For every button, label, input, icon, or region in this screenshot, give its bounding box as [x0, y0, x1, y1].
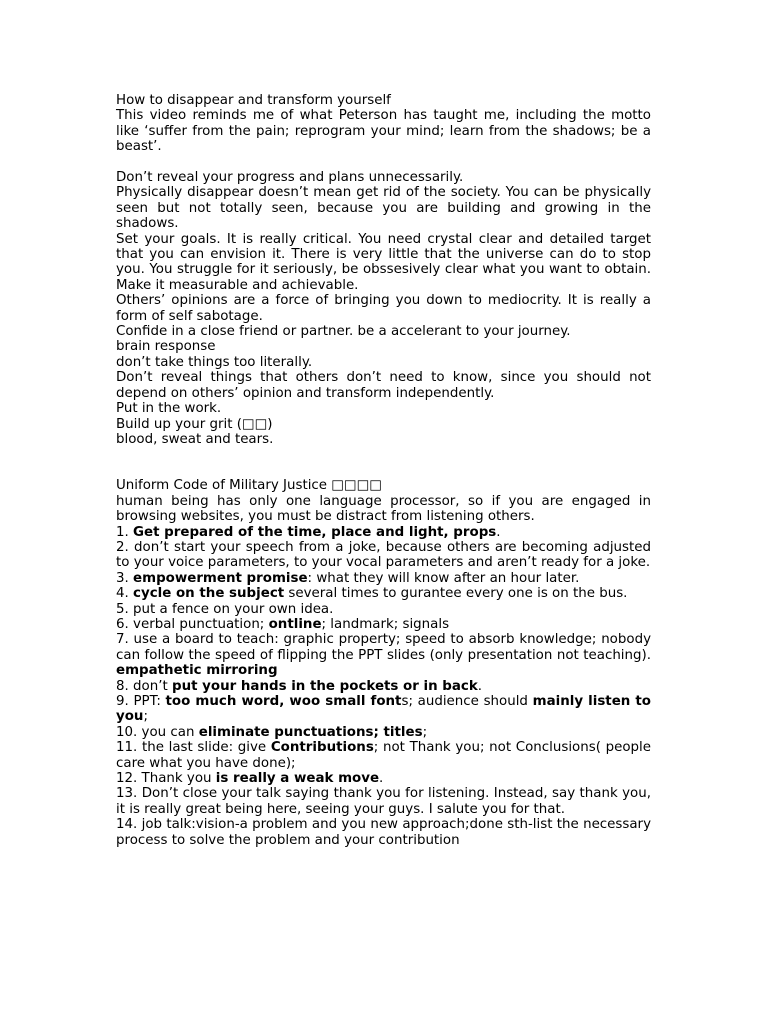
- list-item: 2. don’t start your speech from a joke, because others are becoming adjusted to your voice parameters, to your vocal parameters and aren’t ready for a joke.: [116, 539, 651, 571]
- list-item: 12. Thank you is really a weak move.: [116, 771, 384, 787]
- list-item: 9. PPT: too much word, woo small fonts; audience should mainly listen to you;: [116, 694, 652, 725]
- list-item: 8. don’t put your hands in the pockets or in back.: [116, 678, 483, 694]
- note-line: brain response: [116, 339, 216, 355]
- intro-paragraph: human being has only one language processor, so if you are engaged in browsing websites, you must be distract from listening others.: [116, 493, 651, 525]
- note-line: Physically disappear doesn’t mean get rid of the society. You can be physically seen but not totally seen, because you are building and growing in the shadows.: [116, 185, 651, 232]
- list-item: 7. use a board to teach: graphic property; speed to absorb knowledge; nobody can follow the speed of flipping the PPT slides (only presentation not teaching). empathetic mirroring: [116, 632, 651, 679]
- note-line: Build up your grit (□□): [116, 416, 273, 432]
- note-line: Don’t reveal things that others don’t need to know, since you should not depend on others’ opinion and transform independently.: [116, 370, 651, 401]
- document-page: [116, 93, 651, 848]
- note-line: don’t take things too literally.: [116, 354, 313, 370]
- note-line: Set your goals. It is really critical. You need crystal clear and detailed target that you can envision it. There is very little that the universe can do to stop you. You struggle for it seriously, be obssesively clear what you want to obtain. Make it measurable and achievable.: [116, 231, 651, 293]
- note-line: Others’ opinions are a force of bringing you down to mediocrity. It is really a form of self sabotage.: [116, 293, 651, 324]
- note-line: blood, sweat and tears.: [116, 431, 274, 447]
- list-item: 4. cycle on the subject several times to gurantee every one is on the bus.: [116, 586, 628, 602]
- note-line: Put in the work.: [116, 401, 222, 417]
- list-item: 11. the last slide: give Contributions; not Thank you; not Conclusions( people care what you have done);: [116, 740, 651, 771]
- note-line: Don’t reveal your progress and plans unnecessarily.: [116, 170, 464, 186]
- list-item: 3. empowerment promise: what they will know after an hour later.: [116, 570, 580, 586]
- section-title: Uniform Code of Military Justice □□□□: [116, 478, 382, 494]
- note-line: Confide in a close friend or partner. be a accelerant to your journey.: [116, 324, 571, 340]
- list-item: 10. you can eliminate punctuations; titles;: [116, 724, 428, 740]
- list-item: 6. verbal punctuation; ontline; landmark; signals: [116, 616, 450, 632]
- intro-paragraph: This video reminds me of what Peterson has taught me, including the motto like ‘suffer from the pain; reprogram your mind; learn from the shadows; be a beast’.: [116, 108, 651, 155]
- section-title: How to disappear and transform yourself: [116, 93, 391, 108]
- list-item: 13. Don’t close your talk saying thank you for listening. Instead, say thank you, it is really great being here, seeing your guys. I salute you for that.: [116, 786, 651, 817]
- blank-lines: [116, 447, 651, 478]
- list-item: 14. job talk:vision-a problem and you new approach;done sth-list the necessary process to solve the problem and your contribution: [116, 817, 651, 848]
- list-item: 5. put a fence on your own idea.: [116, 601, 334, 617]
- blank-line: [116, 155, 651, 170]
- list-item: 1. Get prepared of the time, place and light, props.: [116, 524, 501, 540]
